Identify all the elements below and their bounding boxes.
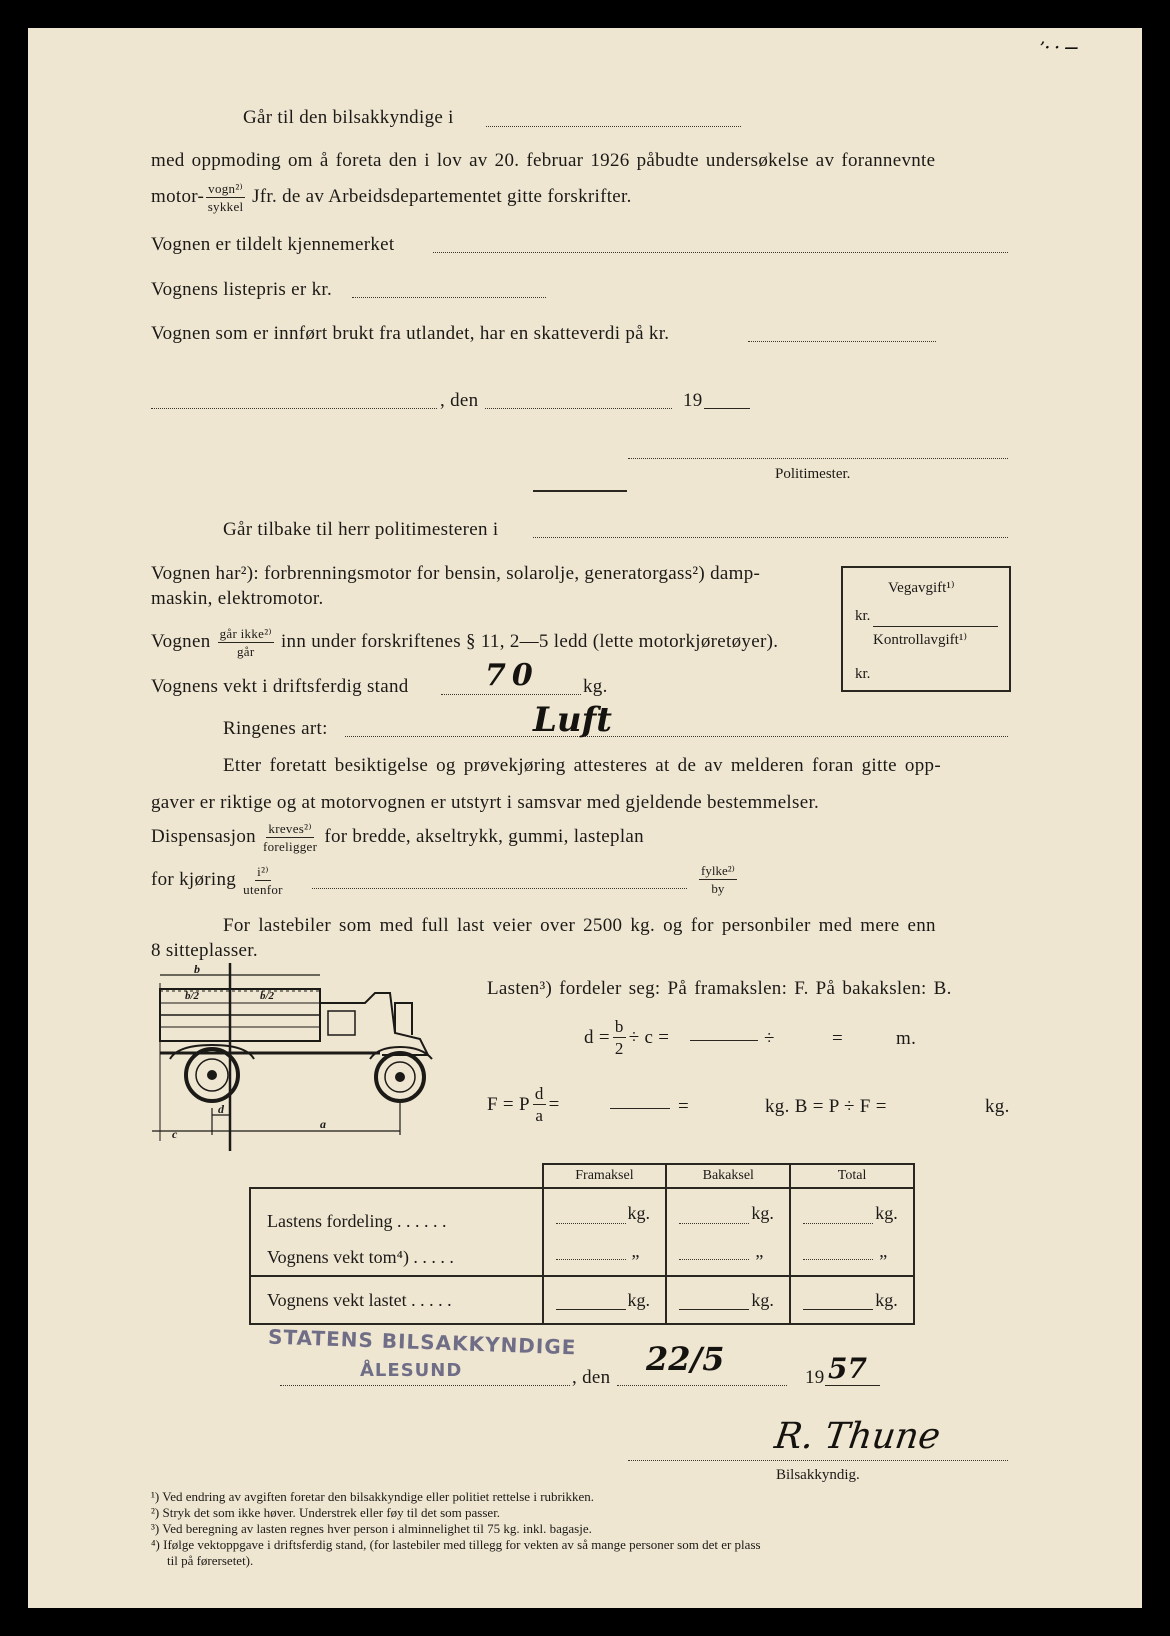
attest-line1: Etter foretatt besiktigelse og prøvekjøring attesteres at de av melderen foran gitte opp- [223, 755, 941, 776]
vogn-option: vogn²⁾ [208, 181, 244, 196]
bakaksel-fordeling-field[interactable] [679, 1223, 749, 1224]
oppmoding-text: med oppmoding om å foreta den i lov av 20. februar 1926 påbudte undersøkelse av forannevnte [151, 150, 936, 171]
total-cell [790, 1188, 914, 1276]
framaksel-lastet-field[interactable] [556, 1309, 626, 1310]
year-field-top[interactable] [704, 408, 750, 409]
f-formula [487, 1085, 560, 1124]
politimester-place-field[interactable] [533, 537, 1008, 538]
year-prefix-bottom: 19 [805, 1367, 825, 1388]
skatteverdi-field[interactable] [748, 341, 936, 342]
date-field-top[interactable] [485, 408, 672, 409]
bakaksel-tom-field[interactable] [679, 1259, 749, 1260]
stamp-line1: STATENS BILSAKKYNDIGE [267, 1324, 577, 1360]
lasten-text: Lasten³) fordeler seg: På framakslen: F. På bakakslen: B. [487, 978, 952, 999]
listepris-field[interactable] [352, 297, 546, 298]
stamp-line2: ÅLESUND [360, 1360, 463, 1381]
d-value-field[interactable] [690, 1040, 758, 1041]
f-kg2: kg. [985, 1096, 1010, 1117]
diagram-label-b2-right: b/2 [260, 990, 275, 1002]
framaksel-tom-field[interactable] [556, 1259, 626, 1260]
gaar-prefix: Vognen [151, 630, 211, 652]
motor-prefix: motor- [151, 185, 205, 207]
fylke-option: fylke²⁾ [701, 863, 735, 878]
forskrifter-text: Jfr. de av Arbeidsdepartementet gitte forskrifter. [252, 185, 632, 207]
total-lastet-cell [790, 1276, 914, 1324]
motor-line [151, 182, 632, 213]
kjoring-fraction [243, 865, 283, 896]
i-option: i²⁾ [257, 864, 269, 879]
total-lastet-field[interactable] [803, 1309, 873, 1310]
framaksel-kg: kg. [627, 1203, 651, 1223]
kontrollavgift-kr: kr. [855, 666, 871, 682]
year-value: 57 [828, 1352, 867, 1385]
d-prefix: d = [584, 1026, 610, 1048]
d-formula [584, 1018, 669, 1057]
gaar-ikke-option: går ikke²⁾ [219, 626, 272, 641]
bakaksel-lastet-field[interactable] [679, 1309, 749, 1310]
handwritten-signature: R. Thune [772, 1416, 943, 1457]
bakaksel-ditto: „ [755, 1241, 764, 1261]
bilsakkyndig-signature-field[interactable] [628, 1460, 1008, 1461]
disp-fraction [263, 822, 317, 853]
d-frac-num: b [614, 1017, 624, 1036]
header-bakaksel: Bakaksel [666, 1164, 790, 1188]
vegavgift-label: Vegavgift¹⁾ [888, 580, 955, 596]
politimester-signature-field[interactable] [628, 458, 1008, 459]
lastens-fordeling-label: Lastens fordeling . . . . . . [267, 1211, 447, 1231]
total-lastet-kg: kg. [875, 1290, 898, 1310]
listepris-label: Vognens listepris er kr. [151, 279, 333, 300]
load-distribution-table [249, 1163, 915, 1325]
ringer-label: Ringenes art: [223, 718, 328, 739]
bakaksel-cell [666, 1188, 790, 1276]
laste-line1: For lastebiler som med full last veier over 2500 kg. og for personbiler med mere enn [223, 915, 936, 936]
d-mid: ÷ c = [628, 1026, 670, 1048]
place-field-bottom[interactable] [280, 1385, 570, 1386]
d-eq: = [832, 1028, 844, 1049]
truck-diagram [150, 963, 460, 1151]
framaksel-lastet-kg: kg. [627, 1290, 651, 1310]
skatteverdi-label: Vognen som er innført brukt fra utlandet, har en skatteverdi på kr. [151, 323, 670, 344]
diagram-label-b: b [194, 963, 200, 976]
vekt-field[interactable] [441, 694, 581, 695]
f-value-field[interactable] [610, 1108, 670, 1109]
vogn-sykkel-fraction [206, 182, 245, 213]
vekt-value: 70 [485, 658, 539, 693]
footnote-1: ¹) Ved endring av avgiften foretar den bilsakkyndige eller politiet rettelse i rubrikken. [151, 1489, 594, 1504]
gaar-fraction [218, 627, 274, 658]
framaksel-fordeling-field[interactable] [556, 1223, 626, 1224]
vegavgift-field[interactable] [873, 626, 998, 627]
section-divider [533, 490, 627, 492]
corner-mark: ’· · — [1040, 40, 1079, 56]
bakaksel-kg: kg. [751, 1203, 774, 1223]
header-total: Total [790, 1164, 914, 1188]
year-field-bottom[interactable] [825, 1385, 880, 1386]
gaar-suffix: inn under forskriftenes § 11, 2—5 ledd (lette motorkjøretøyer). [280, 630, 779, 652]
f-prefix: F = P [487, 1093, 530, 1115]
gaar-option: går [236, 644, 255, 659]
footnote-4: ⁴) Ifølge vektoppgave i driftsferdig stand, (for lastebiler med tillegg for vekten av så mange personer som det er plass [151, 1537, 761, 1552]
total-ditto: „ [879, 1241, 888, 1261]
year-prefix-top: 19 [683, 390, 703, 411]
diagram-label-a: a [320, 1117, 326, 1131]
kjoring-field[interactable] [312, 888, 687, 889]
politimester-label: Politimester. [775, 466, 851, 482]
kjennemerke-label: Vognen er tildelt kjennemerket [151, 234, 395, 255]
vegavgift-kr: kr. [855, 608, 871, 624]
bilsakkyndige-field[interactable] [486, 126, 741, 127]
laste-line2: 8 sitteplasser. [151, 940, 258, 961]
d-unit: m. [896, 1028, 917, 1049]
framaksel-lastet-cell [543, 1276, 667, 1324]
framaksel-ditto: „ [631, 1241, 640, 1261]
ringer-value: Luft [533, 700, 612, 740]
den-label-top: , den [440, 390, 479, 411]
f-eq1: = [548, 1093, 560, 1115]
footnote-3: ³) Ved beregning av lasten regnes hver person i alminnelighet til 75 kg. inkl. bagasje. [151, 1521, 592, 1536]
header-framaksel: Framaksel [543, 1164, 667, 1188]
fee-box [841, 566, 1011, 692]
bakaksel-lastet-cell [666, 1276, 790, 1324]
f-eq2: = [678, 1096, 690, 1117]
total-tom-field[interactable] [803, 1259, 873, 1260]
kjoring-prefix: for kjøring [151, 868, 237, 890]
den-label-bottom: , den [572, 1367, 611, 1388]
utenfor-option: utenfor [243, 882, 283, 897]
vekt-unit: kg. [583, 676, 608, 697]
ringer-field[interactable] [345, 736, 1008, 737]
kontrollavgift-label: Kontrollavgift¹⁾ [873, 632, 967, 648]
motortype-line1: Vognen har²): forbrenningsmotor for bensin, solarolje, generatorgass²) damp- [151, 563, 761, 584]
vekt-tom-label: Vognens vekt tom⁴) . . . . . [267, 1247, 454, 1267]
fylke-by-fraction [697, 864, 739, 895]
kreves-option: kreves²⁾ [268, 821, 312, 836]
sykkel-option: sykkel [207, 199, 244, 214]
place-field-top[interactable] [151, 408, 437, 409]
date-field-bottom[interactable] [617, 1385, 787, 1386]
foreligger-option: foreligger [263, 839, 318, 854]
disp-prefix: Dispensasjon [151, 825, 256, 847]
bilsakkyndig-label: Bilsakkyndig. [776, 1467, 860, 1483]
f-frac-den: a [535, 1106, 544, 1125]
date-value: 22/5 [646, 1340, 725, 1378]
f-frac-num: d [534, 1084, 544, 1103]
tilbake-label: Går tilbake til herr politimesteren i [223, 519, 499, 540]
bakaksel-lastet-kg: kg. [751, 1290, 774, 1310]
motortype-line2: maskin, elektromotor. [151, 588, 324, 609]
footnote-2: ²) Stryk det som ikke høver. Understrek eller føy til det som passer. [151, 1505, 501, 1520]
bilsakkyndige-label: Går til den bilsakkyndige i [243, 107, 454, 128]
f-kg1: kg. B = P ÷ F = [765, 1096, 887, 1117]
diagram-label-b2-left: b/2 [185, 990, 200, 1002]
d-div: ÷ [764, 1028, 775, 1049]
disp-suffix: for bredde, akseltrykk, gummi, lasteplan [324, 825, 644, 847]
d-frac-den: 2 [614, 1039, 624, 1058]
total-kg: kg. [875, 1203, 898, 1223]
diagram-label-d: d [218, 1102, 224, 1116]
kjoring-line [151, 865, 285, 896]
footnotes [151, 1489, 761, 1569]
table-row-labels-1 [250, 1188, 543, 1276]
total-fordeling-field[interactable] [803, 1223, 873, 1224]
kjennemerke-field[interactable] [433, 252, 1008, 253]
diagram-label-c: c [172, 1127, 178, 1141]
attest-line2: gaver er riktige og at motorvognen er utstyrt i samsvar med gjeldende bestemmelser. [151, 792, 820, 813]
framaksel-cell [543, 1188, 667, 1276]
by-option: by [711, 881, 725, 896]
gaar-line [151, 627, 778, 658]
vekt-label: Vognens vekt i driftsferdig stand [151, 676, 409, 697]
dispensasjon-line [151, 822, 644, 853]
footnote-4-cont: til på førersetet). [167, 1553, 254, 1568]
vekt-lastet-label: Vognens vekt lastet . . . . . [250, 1276, 543, 1324]
